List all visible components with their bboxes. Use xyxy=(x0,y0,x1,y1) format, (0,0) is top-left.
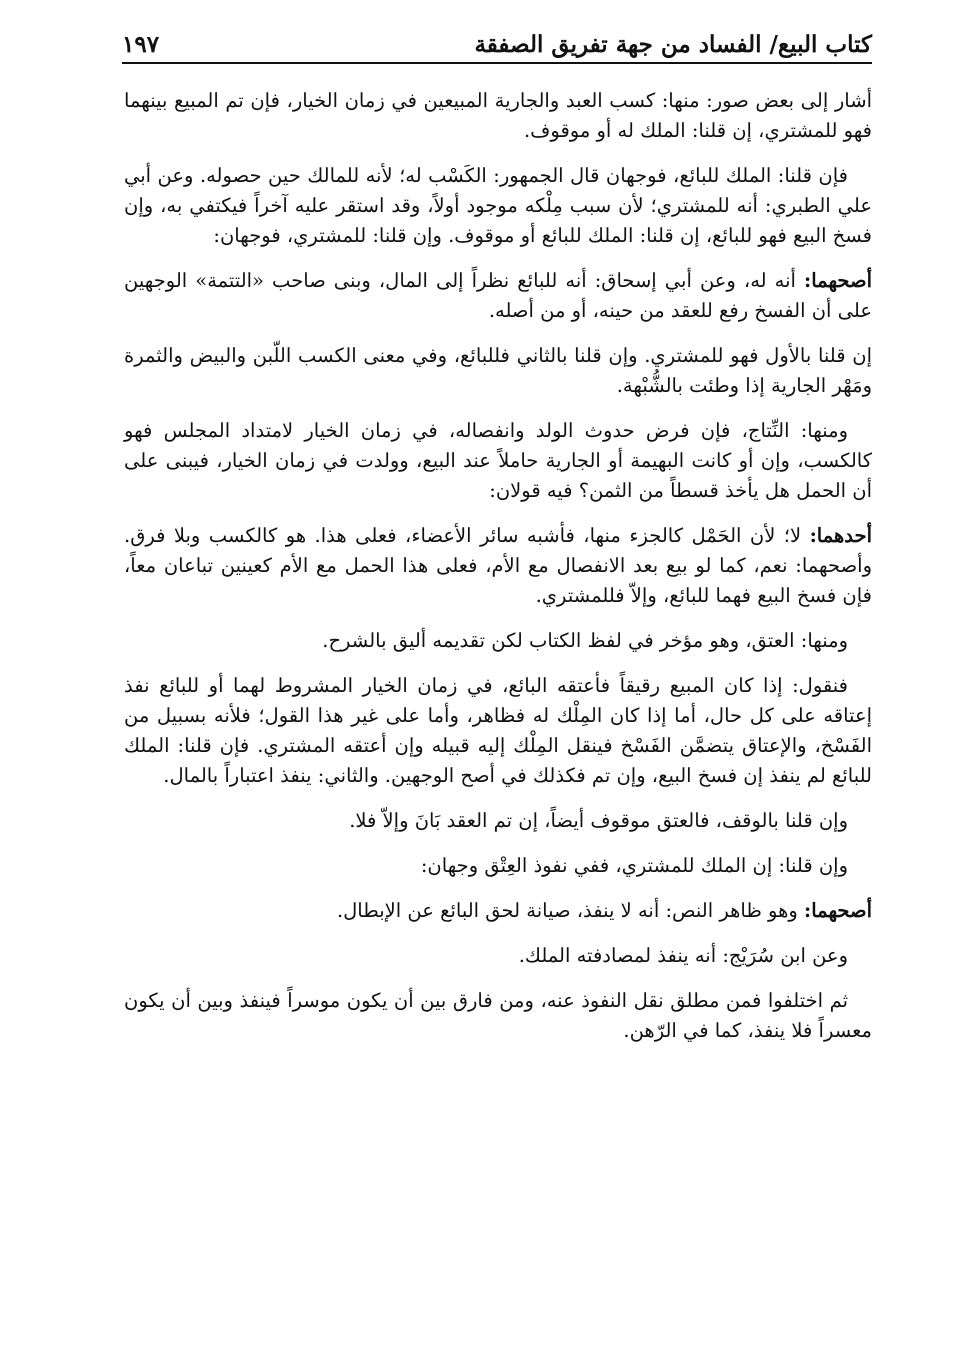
paragraph-lead: أصحهما: xyxy=(804,899,872,922)
paragraph-text: أنه له، وعن أبي إسحاق: أنه للبائع نظراً إلى المال، وبنى صاحب «التتمة» الوجهين على أن الفسخ رفع للعقد من حينه، أو من أصله. xyxy=(124,269,872,322)
paragraph-10 xyxy=(124,851,872,881)
paragraph-text: أشار إلى بعض صور: منها: كسب العبد والجارية المبيعين في زمان الخيار، فإن تم المبيع بينهما فهو للمشتري، إن قلنا: الملك له أو موقوف. xyxy=(124,89,872,142)
paragraph-2 xyxy=(124,161,872,251)
paragraph-text: ومنها: النِّتاج، فإن فرض حدوث الولد وانفصاله، في زمان الخيار لامتداد المجلس فهو كالكسب، وإن أو كانت البهيمة أو الجارية حاملاً عند البيع، وولدت في زمان الخيار، فيبنى على أن الحمل هل يأخذ قسطاً من الثمن؟ فيه قولان: xyxy=(124,419,872,502)
paragraph-lead: أصحهما: xyxy=(804,269,872,292)
paragraph-4 xyxy=(124,341,872,401)
paragraph-lead: أحدهما: xyxy=(809,524,872,547)
paragraph-7 xyxy=(124,626,872,656)
paragraph-8 xyxy=(124,671,872,791)
paragraph-text: ثم اختلفوا فمن مطلق نقل النفوذ عنه، ومن فارق بين أن يكون موسراً فينفذ وبين أن يكون معسراً فلا ينفذ، كما في الرّهن. xyxy=(124,989,872,1042)
paragraph-5 xyxy=(124,416,872,506)
paragraph-text: ومنها: العتق، وهو مؤخر في لفظ الكتاب لكن تقديمه أليق بالشرح. xyxy=(322,629,848,652)
paragraph-12 xyxy=(124,941,872,971)
paragraph-text: وعن ابن سُرَيْج: أنه ينفذ لمصادفته الملك. xyxy=(518,944,848,967)
paragraph-3 xyxy=(124,266,872,326)
paragraph-9 xyxy=(124,806,872,836)
paragraph-text: فإن قلنا: الملك للبائع، فوجهان قال الجمهور: الكَسْب له؛ لأنه للمالك حين حصوله. وعن أبي علي الطبري: أنه للمشتري؛ لأن سبب مِلْكه موجود أولاً، وقد استقر عليه آخراً فيكتفي به، وإن فسخ البيع فهو للبائع، إن قلنا: الملك للبائع أو موقوف. وإن قلنا: للمشتري، فوجهان: xyxy=(124,164,872,247)
paragraph-text: فنقول: إذا كان المبيع رقيقاً فأعتقه البائع، في زمان الخيار المشروط لهما أو للبائع نفذ إعتاقه على كل حال، أما إذا كان المِلْك له فظاهر، وأما على غير هذا القول؛ فلأنه بسبيل من الفَسْخ، والإعتاق يتضمَّن الفَسْخ فينقل المِلْك إليه قبيله وإن أعتقه المشتري. فإن قلنا: الملك للبائع لم ينفذ إن فسخ البيع، وإن تم فكذلك في أصح الوجهين. والثاني: ينفذ اعتباراً بالمال. xyxy=(124,674,872,787)
page-body xyxy=(124,86,872,1061)
running-title: كتاب البيع/ الفساد من جهة تفريق الصفقة xyxy=(474,31,872,58)
paragraph-text: وإن قلنا بالوقف، فالعتق موقوف أيضاً، إن تم العقد بَانَ وإلاّ فلا. xyxy=(349,809,848,832)
page-number: ١٩٧ xyxy=(122,31,160,58)
paragraph-text: وهو ظاهر النص: أنه لا ينفذ، صيانة لحق البائع عن الإبطال. xyxy=(336,899,805,922)
paragraph-6 xyxy=(124,521,872,611)
paragraph-1 xyxy=(124,86,872,146)
paragraph-11 xyxy=(124,896,872,926)
paragraph-text: وإن قلنا: إن الملك للمشتري، ففي نفوذ العِتْق وجهان: xyxy=(420,854,848,877)
paragraph-text: إن قلنا بالأول فهو للمشتري. وإن قلنا بالثاني فللبائع، وفي معنى الكسب اللّبن والبيض والثمرة ومَهْر الجارية إذا وطئت بالشُّبْهة. xyxy=(124,344,872,397)
paragraph-text: لا؛ لأن الحَمْل كالجزء منها، فأشبه سائر الأعضاء، فعلى هذا. هو كالكسب وبلا فرق. وأصحهما: نعم، كما لو بيع بعد الانفصال مع الأم، فعلى هذا الحمل مع الأم كعينين تباعان معاً، فإن فسخ البيع فهما للبائع، وإلاّ فللمشتري. xyxy=(124,524,872,607)
page-header xyxy=(122,22,872,64)
paragraph-13 xyxy=(124,986,872,1046)
